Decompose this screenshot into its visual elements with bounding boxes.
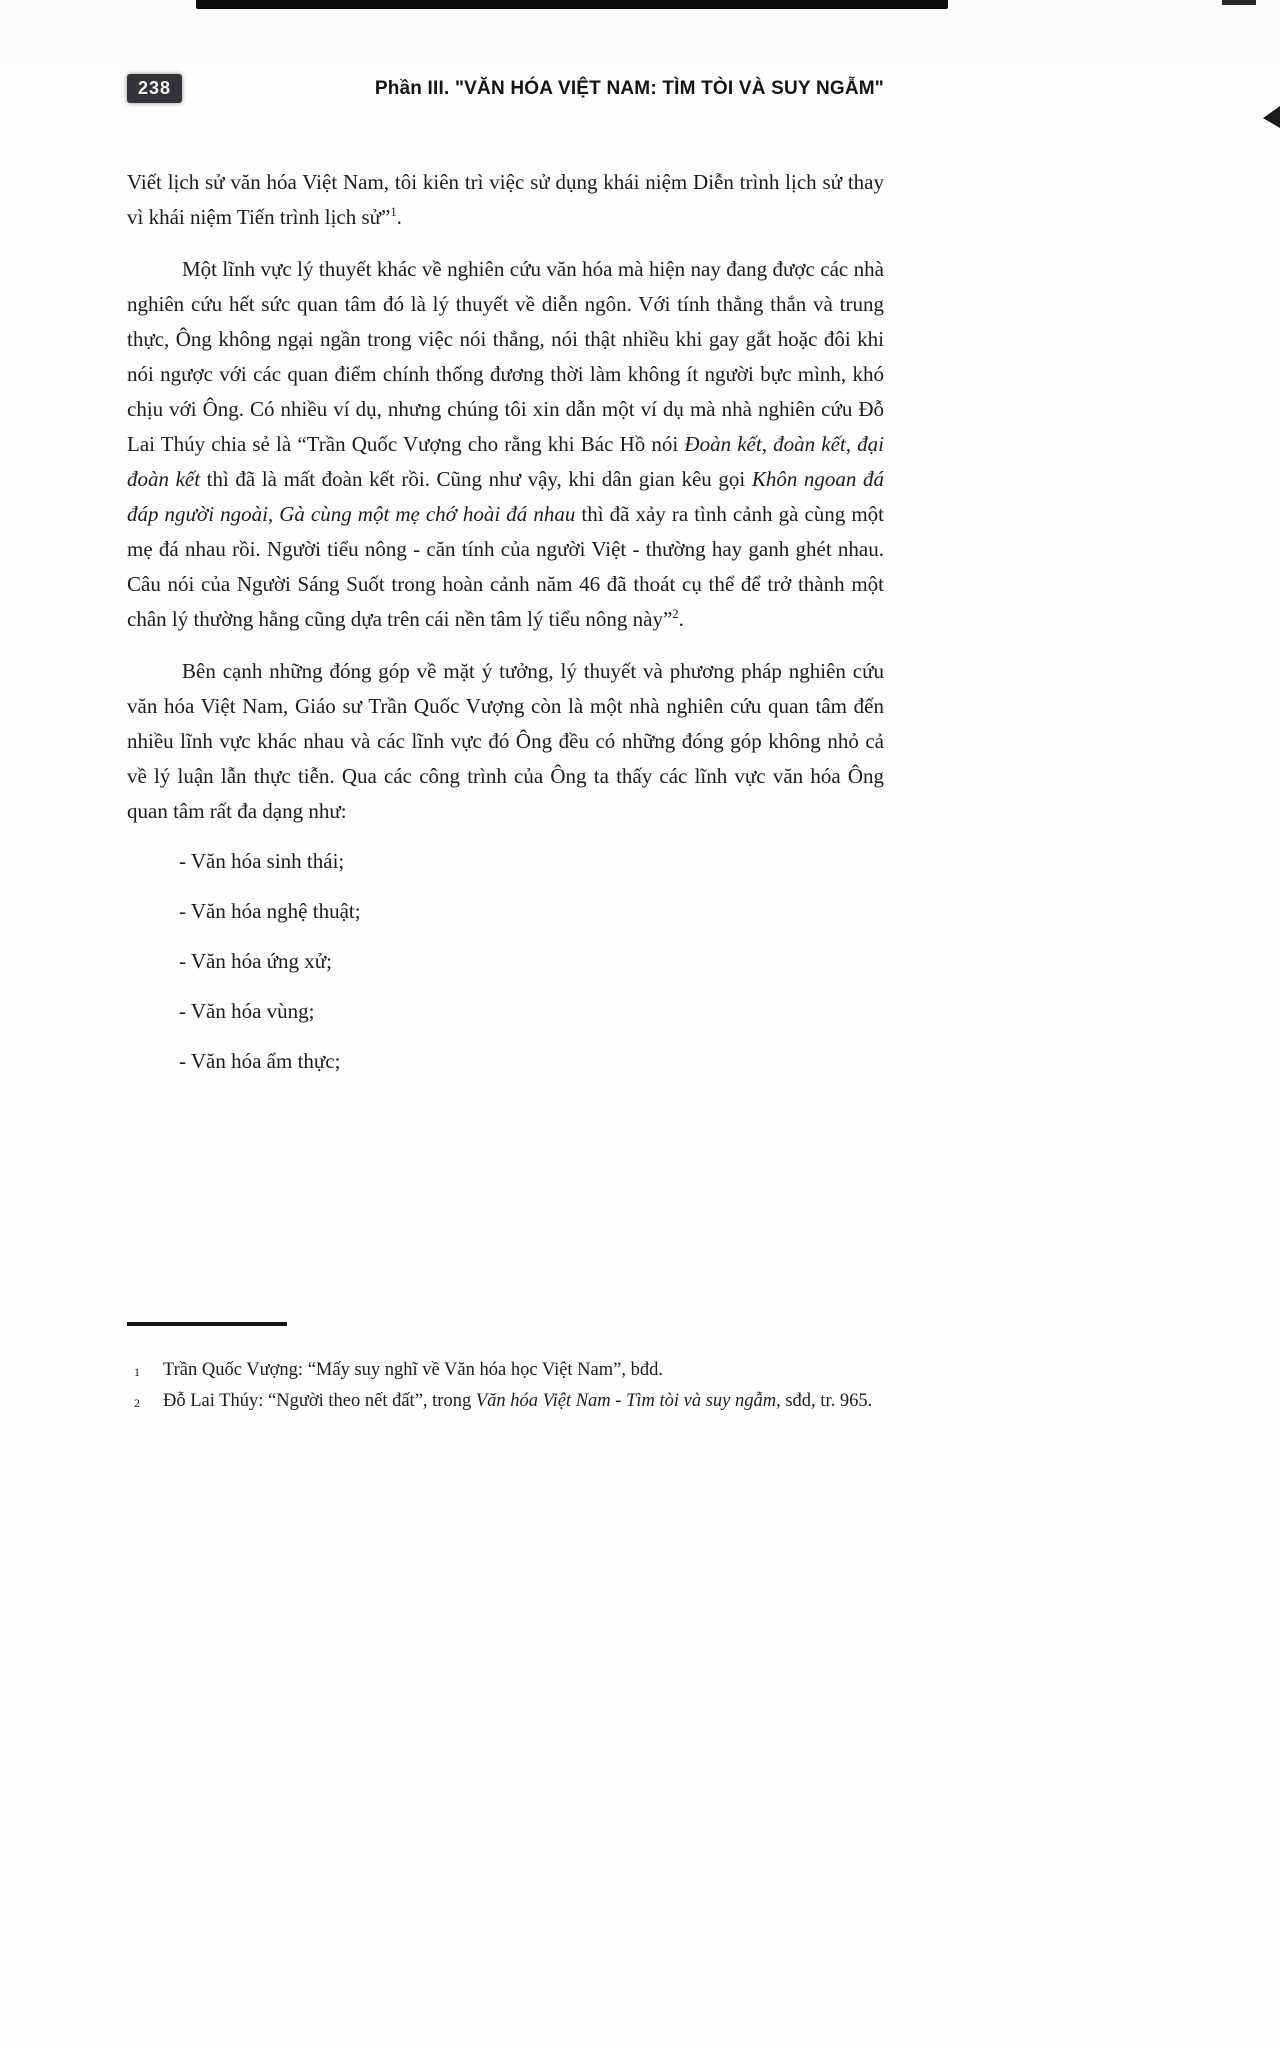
list-item: - Văn hóa vùng;	[179, 999, 315, 1023]
paragraph-1: Viết lịch sử văn hóa Việt Nam, tôi kiên trì việc sử dụng khái niệm Diễn trình lịch sử thay vì khái niệm Tiến trình lịch sử”$^1$.	[127, 170, 884, 229]
list-item: - Văn hóa sinh thái;	[179, 849, 345, 873]
footnotes-section	[127, 1322, 887, 1418]
footnote-marker: 1	[134, 1365, 140, 1379]
page-body	[127, 165, 884, 1079]
footnote-marker: 2	[134, 1396, 140, 1410]
footnote-text: Đỗ Lai Thúy: “Người theo nết đất”, trong Văn hóa Việt Nam - Tìm tòi và suy ngẫm, sđd, tr. 965.	[163, 1391, 873, 1411]
running-header	[127, 74, 884, 103]
footnote-1	[127, 1356, 887, 1387]
running-header-title: Phần III. "VĂN HÓA VIỆT NAM: TÌM TÒI VÀ SUY NGẪM"	[374, 77, 884, 99]
paragraph-2: Một lĩnh vực lý thuyết khác về nghiên cứu văn hóa mà hiện nay đang được các nhà nghiên cứu hết sức quan tâm đó là lý thuyết về diễn ngôn. Với tính thẳng thắn và trung thực, Ông không ngại ngần trong việc nói thẳng, nói thật nhiều khi gay gắt hoặc đôi khi nói ngược với các quan điểm chính thống đương thời làm không ít người bực mình, khó chịu với Ông. Có nhiều ví dụ, nhưng chúng tôi xin dẫn một ví dụ mà nhà nghiên cứu Đỗ Lai Thúy chia sẻ là “Trần Quốc Vượng cho rằng khi Bác Hồ nói Đoàn kết, đoàn kết, đại đoàn kết thì đã là mất đoàn kết rồi. Cũng như vậy, khi dân gian kêu gọi Khôn ngoan đá đáp người ngoài, Gà cùng một mẹ chớ hoài đá nhau thì đã xảy ra tình cảnh gà cùng một mẹ đá nhau rồi. Người tiểu nông - căn tính của người Việt - thường hay ganh ghét nhau. Câu nói của Người Sáng Suốt trong hoàn cảnh năm 46 đã thoát cụ thể để trở thành một chân lý thường hằng cũng dựa trên cái nền tâm lý tiểu nông này”$^2$.	[127, 257, 885, 631]
footnote-text: Trần Quốc Vượng: “Mấy suy nghĩ về Văn hóa học Việt Nam”, bđd.	[163, 1360, 663, 1380]
list-item: - Văn hóa ứng xử;	[179, 949, 333, 973]
footnote-divider	[127, 1322, 287, 1326]
page-number-badge: 238	[127, 74, 182, 103]
list-item: - Văn hóa nghệ thuật;	[179, 899, 361, 923]
list-item: - Văn hóa ẩm thực;	[179, 1049, 341, 1073]
culture-list	[127, 844, 884, 1079]
paragraph-3: Bên cạnh những đóng góp về mặt ý tưởng, lý thuyết và phương pháp nghiên cứu văn hóa Việt Nam, Giáo sư Trần Quốc Vượng còn là một nhà nghiên cứu quan tâm đến nhiều lĩnh vực khác nhau và các lĩnh vực đó Ông đều có những đóng góp không nhỏ cả về lý luận lẫn thực tiễn. Qua các công trình của Ông ta thấy các lĩnh vực văn hóa Ông quan tâm rất đa dạng như:	[127, 659, 884, 823]
footnote-2	[127, 1387, 887, 1418]
